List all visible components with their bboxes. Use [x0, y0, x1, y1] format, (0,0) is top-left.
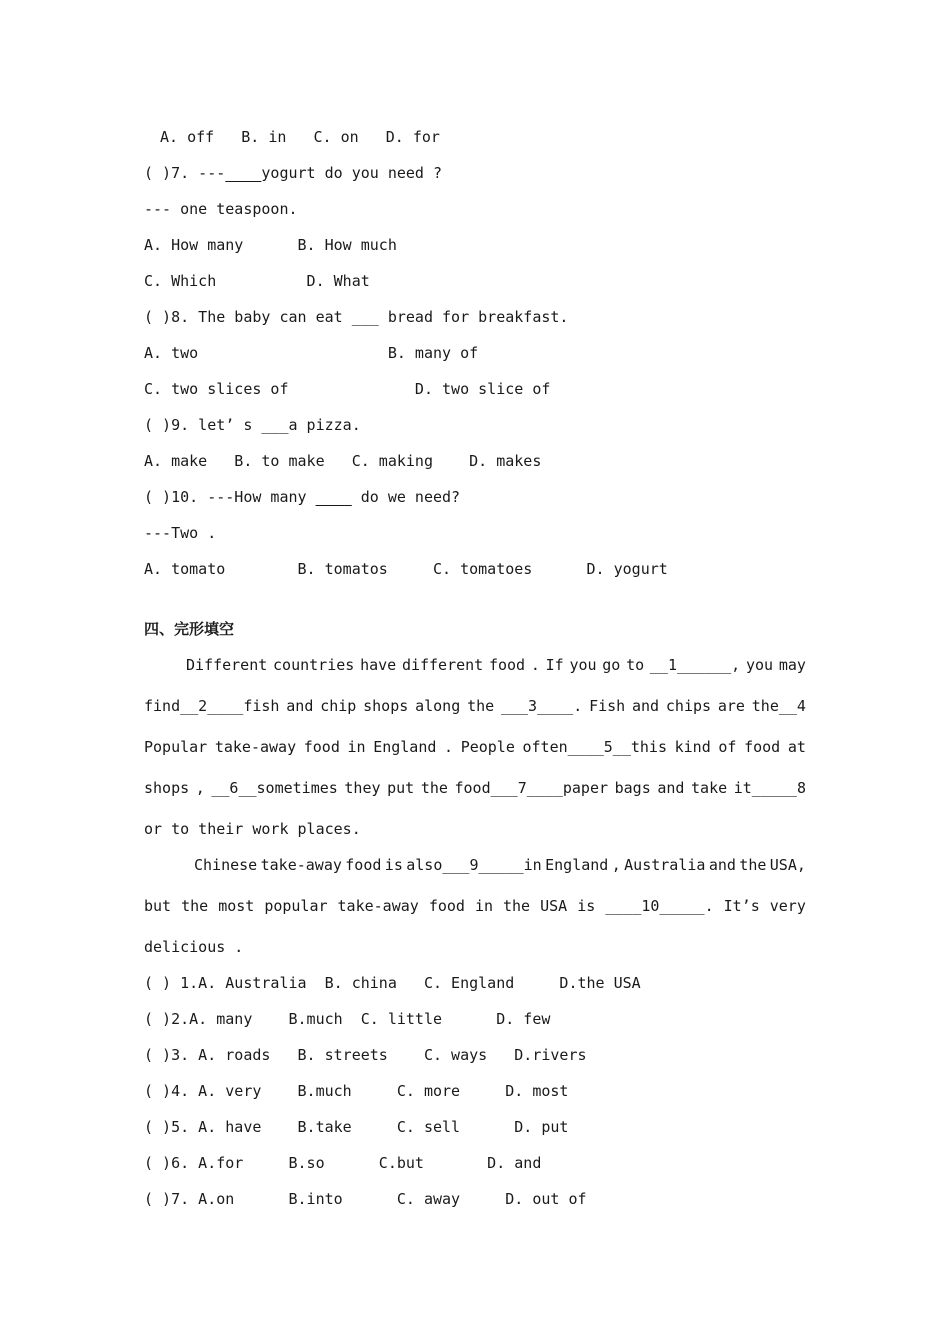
word: have: [360, 656, 397, 674]
word: take-away: [214, 738, 297, 756]
word: popular: [264, 897, 328, 915]
word: take-away: [260, 856, 342, 874]
word: People: [460, 738, 515, 756]
cloze-p2-line2: [144, 896, 806, 916]
word: countries: [273, 656, 355, 674]
word: to: [626, 656, 645, 674]
q9-options: A. make B. to make C. making D. makes: [144, 452, 542, 470]
word: the: [181, 897, 209, 915]
word: bags: [614, 779, 651, 797]
word: food: [303, 738, 340, 756]
word: __6__sometimes: [211, 779, 338, 797]
cloze-p2-line3: delicious .: [144, 938, 244, 956]
word: they: [344, 779, 381, 797]
cloze-item-5: ( )5. A. have B.take C. sell D. put: [144, 1118, 569, 1136]
word: in: [347, 738, 366, 756]
word: ,: [195, 779, 205, 797]
cloze-p2-line1: [194, 855, 806, 875]
word: in: [474, 897, 493, 915]
word: is: [577, 897, 596, 915]
q8-question: ( )8. The baby can eat ___ bread for breakfast.: [144, 308, 569, 326]
word: food: [744, 738, 781, 756]
word: at: [787, 738, 806, 756]
word: different: [401, 656, 484, 674]
word: food: [345, 856, 382, 874]
q7-question: ( )7. --- yogurt do you need ?: [144, 164, 443, 182]
word: ___3____.: [500, 697, 583, 715]
word: USA,: [769, 856, 806, 874]
word: Australia: [624, 856, 706, 874]
word: but: [144, 897, 172, 915]
q7-answer: --- one teaspoon.: [144, 200, 298, 218]
section-heading: 四、完形填空: [144, 620, 235, 638]
word: .: [444, 738, 454, 756]
word: the: [420, 779, 448, 797]
word: find__2____fish: [144, 697, 280, 715]
word: England: [545, 856, 609, 874]
word: Popular: [144, 738, 208, 756]
cloze-item-7: ( )7. A.on B.into C. away D. out of: [144, 1190, 587, 1208]
word: you: [745, 656, 774, 674]
q7-options-cd: C. Which D. What: [144, 272, 370, 290]
word: ____10_____.: [605, 897, 714, 915]
q10-answer: ---Two .: [144, 524, 217, 542]
word: food___7____paper: [454, 779, 609, 797]
word: may: [778, 656, 806, 674]
word: are: [717, 697, 745, 715]
word: It’s: [723, 897, 760, 915]
word: chip: [320, 697, 357, 715]
q7-blank: [225, 164, 261, 182]
word: kind: [674, 738, 711, 756]
q8-options-cd: C. two slices of D. two slice of: [144, 380, 551, 398]
word: take: [691, 779, 728, 797]
word: very: [769, 897, 806, 915]
word: along: [415, 697, 461, 715]
word: you: [569, 656, 597, 674]
word: the: [739, 856, 767, 874]
word: If: [545, 656, 564, 674]
word: ,: [611, 856, 621, 874]
word: chips: [665, 697, 712, 715]
word: shops: [363, 697, 409, 715]
q10-options: A. tomato B. tomatos C. tomatoes D. yogurt: [144, 560, 668, 578]
word: is: [384, 856, 403, 874]
word: and: [286, 697, 314, 715]
cloze-p1-line1: [186, 655, 806, 675]
word: and: [657, 779, 685, 797]
word: food: [428, 897, 465, 915]
cloze-p1-line3: [144, 737, 806, 757]
word: take-away: [337, 897, 419, 915]
word: most: [218, 897, 255, 915]
cloze-item-3: ( )3. A. roads B. streets C. ways D.rivers: [144, 1046, 587, 1064]
word: Chinese: [194, 856, 258, 874]
word: shops: [144, 779, 190, 797]
word: of: [718, 738, 737, 756]
word: put: [387, 779, 415, 797]
cloze-item-2: ( )2.A. many B.much C. little D. few: [144, 1010, 551, 1028]
word: go: [602, 656, 621, 674]
word: .: [530, 656, 540, 674]
word: food: [488, 656, 526, 674]
cloze-p1-line4: [144, 778, 806, 798]
cloze-item-4: ( )4. A. very B.much C. more D. most: [144, 1082, 569, 1100]
word: and: [708, 856, 736, 874]
word: __1______,: [649, 656, 741, 674]
q8-blank: ___: [351, 308, 379, 326]
word: the: [503, 897, 531, 915]
cloze-p1-line2: [144, 696, 806, 716]
word: England: [373, 738, 437, 756]
word: and: [632, 697, 660, 715]
q9-blank: ___: [261, 416, 289, 434]
q10-blank: ____: [315, 488, 352, 506]
word: Different: [186, 656, 268, 674]
q9-question: ( )9. let’ s ___a pizza.: [144, 416, 361, 434]
word: the: [467, 697, 495, 715]
cloze-p1-line5: or to their work places.: [144, 820, 361, 838]
q7-options-ab: A. How many B. How much: [144, 236, 397, 254]
q6-options: A. off B. in C. on D. for: [160, 128, 440, 146]
word: it_____8: [733, 779, 806, 797]
cloze-item-6: ( )6. A.for B.so C.but D. and: [144, 1154, 542, 1172]
word: often____5__this: [522, 738, 667, 756]
word: Fish: [589, 697, 626, 715]
word: USA: [540, 897, 568, 915]
cloze-item-1: ( ) 1.A. Australia B. china C. England D.the USA: [144, 974, 641, 992]
q10-question: ( )10. ---How many ____ do we need?: [144, 488, 461, 506]
word: also___9_____in: [406, 856, 542, 874]
word: the__4: [751, 697, 806, 715]
q8-options-ab: A. two B. many of: [144, 344, 479, 362]
